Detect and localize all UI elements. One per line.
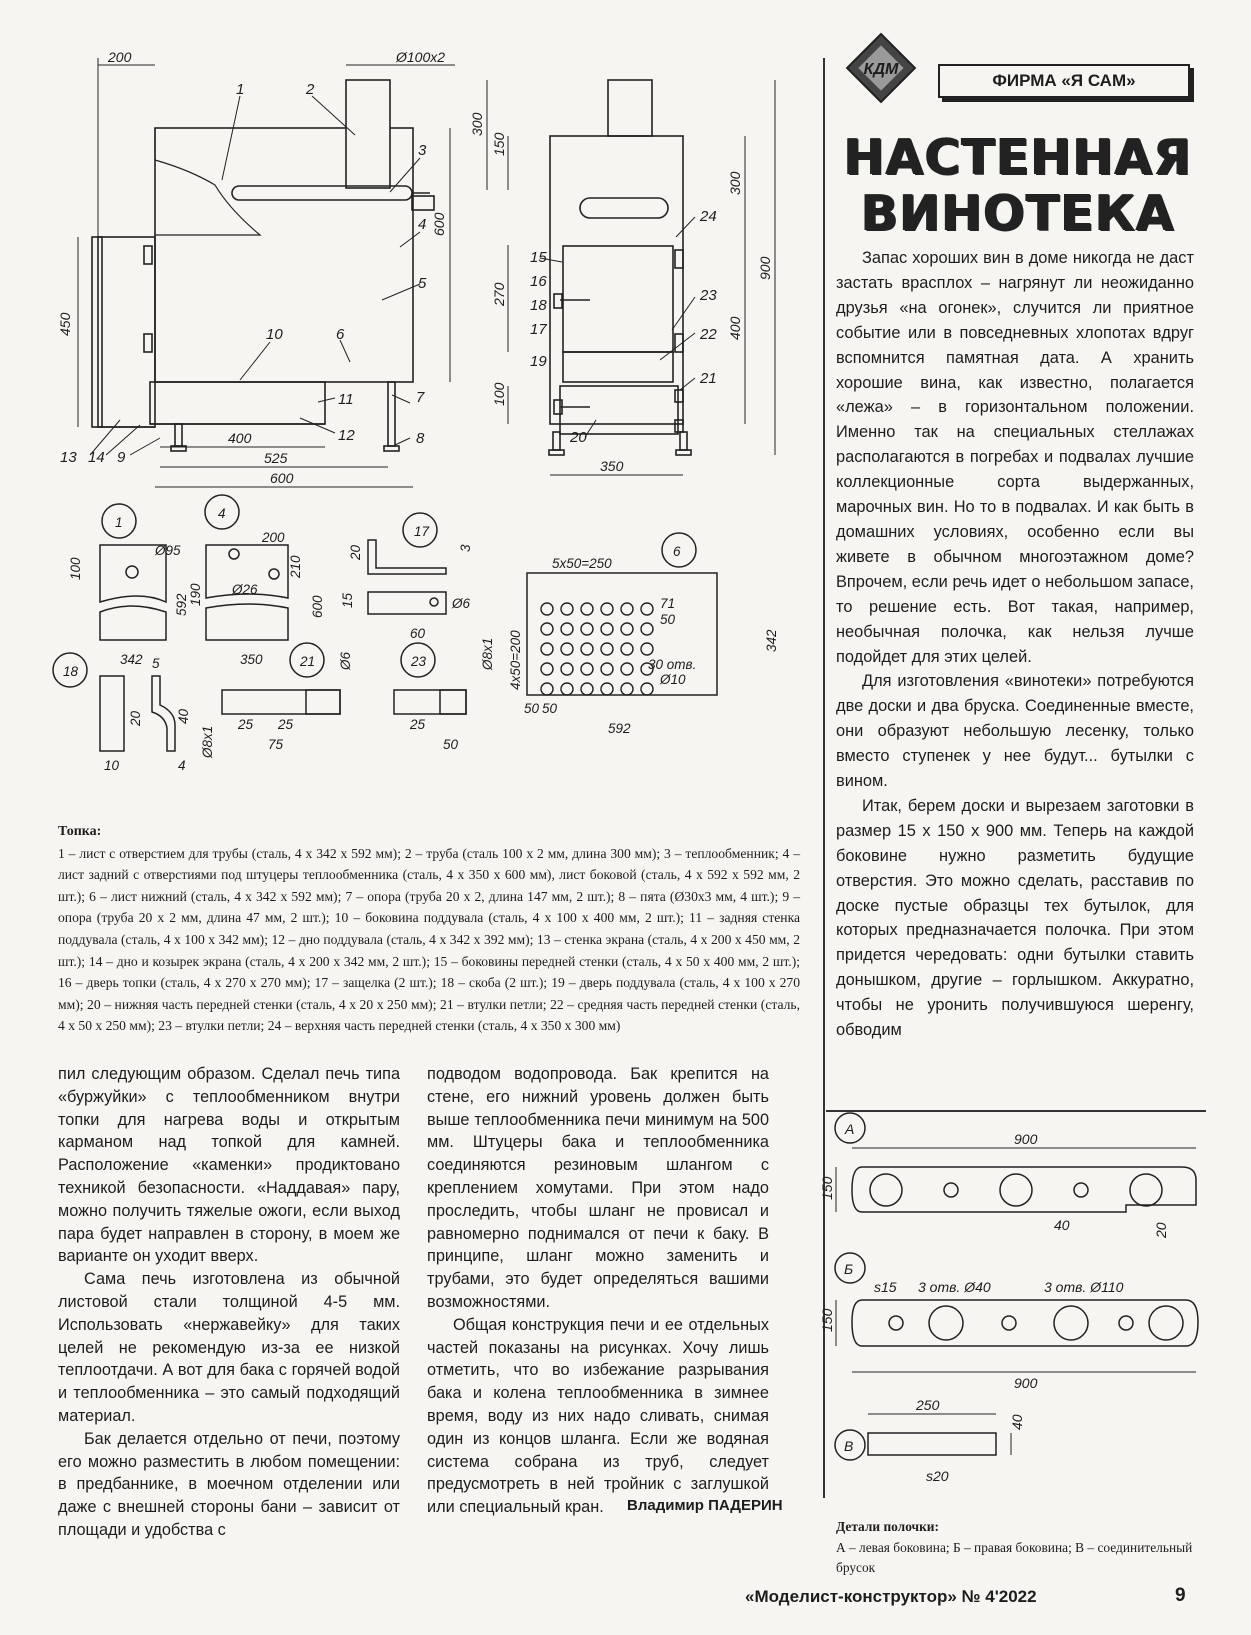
svg-text:40: 40 (1054, 1217, 1070, 1233)
svg-text:s20: s20 (926, 1468, 949, 1484)
svg-text:50: 50 (443, 737, 459, 752)
svg-text:400: 400 (727, 316, 743, 340)
magazine-footer: «Моделист-конструктор» № 4'2022 (745, 1587, 1037, 1606)
svg-text:23: 23 (700, 287, 717, 304)
svg-text:300: 300 (727, 171, 743, 195)
svg-text:14: 14 (88, 449, 105, 466)
svg-text:6: 6 (336, 326, 345, 343)
svg-text:5: 5 (152, 656, 160, 671)
hole-grid (541, 603, 653, 695)
svg-text:3: 3 (458, 544, 473, 552)
svg-text:Ø8x1: Ø8x1 (480, 637, 495, 670)
svg-text:12: 12 (338, 427, 355, 444)
svg-text:Ø100x2: Ø100x2 (396, 49, 446, 65)
svg-text:600: 600 (310, 595, 325, 618)
svg-text:30 отв.: 30 отв. (648, 657, 697, 672)
svg-text:40: 40 (1009, 1414, 1025, 1430)
svg-text:2: 2 (306, 81, 315, 98)
svg-text:600: 600 (431, 212, 447, 236)
svg-text:342: 342 (764, 629, 779, 652)
firm-rubric: ФИРМА «Я САМ» (938, 64, 1190, 98)
kdm-logo (843, 30, 919, 106)
svg-text:3 отв. Ø110: 3 отв. Ø110 (1044, 1279, 1124, 1295)
svg-text:210: 210 (288, 555, 303, 578)
svg-text:Б: Б (844, 1261, 854, 1277)
svg-text:600: 600 (270, 470, 294, 486)
svg-text:100: 100 (491, 382, 507, 406)
svg-text:525: 525 (264, 450, 288, 466)
svg-text:450: 450 (57, 312, 73, 336)
svg-text:Ø95: Ø95 (155, 543, 181, 558)
svg-text:13: 13 (60, 449, 77, 466)
author: Владимир ПАДЕРИН (627, 1497, 783, 1514)
svg-text:900: 900 (1014, 1131, 1038, 1147)
svg-text:5: 5 (418, 275, 427, 292)
svg-text:150: 150 (491, 132, 507, 156)
svg-text:16: 16 (530, 273, 547, 290)
svg-text:50: 50 (524, 701, 540, 716)
svg-text:592: 592 (608, 721, 631, 736)
svg-text:19: 19 (530, 353, 547, 370)
svg-text:50: 50 (542, 701, 558, 716)
stove-caption: Топка: 1 – лист с отверстием для трубы (сталь, 4 х 342 х 592 мм); 2 – труба (сталь 100 х 2 мм, длина 300 мм); 3 – теплообменник; 4 – лист задний с отверстиями под штуцеры теплообменника (сталь, 4 х 350 х 600 мм), лист боковой (сталь, 4 х 592 х 592 мм, 2 шт.); 6 – лист нижний (сталь, 4 х 342 х 592 мм); 7 – опора (труба 20 х 2, длина 147 мм, 2 шт.); 8 – пята (Ø30х3 мм, 4 шт.); 9 – опора (труба 20 х 2 мм, длина 47 мм, 2 шт.); 10 – боковина поддувала (сталь, 4 х 100 х 400 мм, 2 шт.); 11 – задняя стенка поддувала (сталь, 4 х 100 х 342 мм); 12 – дно поддувала (сталь, 4 х 342 х 392 мм); 13 – стенка экрана (сталь, 4 х 200 х 450 мм, 2 шт.); 14 – дно и козырек экрана (сталь, 4 х 200 х 342 мм, 2 шт.); 15 – боковины передней стенки (сталь, 4 х 50 х 400 мм, 2 шт.); 16 – дверь топки (сталь, 4 х 270 х 270 мм); 17 – защелка (2 шт.); 18 – скоба (2 шт.); 19 – дверь поддувала (сталь, 4 х 100 х 270 мм); 20 – нижняя часть передней стенки (сталь, 4 х 20 х 250 мм); 21 – втулки петли; 22 – средняя часть передней стенки (сталь, 4 х 50 х 250 мм); 23 – втулки петли; 24 – верхняя часть передней стенки (сталь, 4 х 350 х 300 мм) (58, 824, 800, 1034)
svg-text:1: 1 (115, 515, 123, 530)
svg-text:1: 1 (236, 81, 245, 98)
svg-text:100: 100 (68, 557, 83, 580)
stove-drawing (0, 0, 820, 820)
svg-text:21: 21 (300, 654, 316, 669)
svg-text:8: 8 (416, 430, 425, 447)
svg-text:350: 350 (600, 458, 624, 474)
svg-text:150: 150 (819, 1308, 835, 1332)
svg-text:17: 17 (414, 524, 430, 539)
svg-text:Ø26: Ø26 (232, 582, 258, 597)
svg-text:3 отв. Ø40: 3 отв. Ø40 (918, 1279, 991, 1295)
svg-text:В: В (844, 1438, 854, 1454)
svg-text:900: 900 (757, 256, 773, 280)
svg-text:71: 71 (660, 596, 676, 611)
svg-text:350: 350 (240, 652, 263, 667)
svg-text:5x50=250: 5x50=250 (552, 556, 612, 571)
page-number: 9 (1175, 1585, 1186, 1606)
svg-text:24: 24 (700, 208, 717, 225)
shelf-drawing (819, 1110, 1198, 1515)
svg-text:22: 22 (700, 326, 717, 343)
svg-text:300: 300 (469, 112, 485, 136)
svg-text:23: 23 (411, 654, 427, 669)
svg-text:400: 400 (228, 430, 252, 446)
svg-text:3: 3 (418, 142, 427, 159)
svg-text:25: 25 (238, 717, 254, 732)
svg-text:6: 6 (673, 544, 681, 559)
svg-text:20: 20 (348, 544, 363, 560)
svg-text:17: 17 (530, 321, 547, 338)
svg-text:270: 270 (491, 282, 507, 306)
svg-text:КДМ: КДМ (863, 61, 899, 78)
svg-text:75: 75 (268, 737, 284, 752)
svg-text:Ø6: Ø6 (338, 651, 353, 670)
text-column-middle: подводом водопровода. Бак крепится на стене, его нижний уровень должен быть выше теплообменника печи минимум на 500 мм. Штуцеры бака и теплообменника соединяются резиновым шлангом с креплением хомутами. При этом надо проследить, чтобы шланг не провисал и равномерно поднимался от печи к баку. В принципе, шланг можно заменить и трубами, это будет определяться вашими возможностями. Общая конструкция печи и ее отдельных частей показаны на рисунках. Хочу лишь отметить, что во избежание разрывания бака и колена теплообменника в зимнее время, воду из них надо сливать, снимая один из концов шланга. Если же водяная система собрана из труб, следует предусмотреть в ней тройник с заглушкой или специальный кран. (427, 1065, 769, 1517)
svg-text:7: 7 (416, 389, 425, 406)
svg-text:21: 21 (700, 370, 717, 387)
svg-text:9: 9 (117, 449, 126, 466)
svg-text:s15: s15 (874, 1279, 897, 1295)
svg-text:4: 4 (418, 216, 427, 233)
dim-label: 200 (108, 49, 132, 65)
svg-text:10: 10 (104, 758, 120, 773)
svg-text:25: 25 (278, 717, 294, 732)
text-column-right: Запас хороших вин в доме никогда не даст застать врасплох – нагрянут ли неожиданно друзья «на огонек», случится ли приятное событие или в повседневных хлопотах вдруг вспомнится памятная дата. А хранить хорошие вина, как известно, полагается «лежа» – в горизонтальном положении. Именно так на специальных стеллажах располагаются в погребах и подвалах лучшие коллекционные сорта выдержанных, марочных вин. Но то в подвалах. И как быть в домашних условиях, особенно если вы живете в обычном многоэтажном доме? Впрочем, если речь идет о небольшом запасе, то решение есть. Вот такая, например, необычная полочка, как нельзя лучше подойдет для этих целей. Для изготовления «винотеки» потребуются две доски и два бруска. Соединенные вместе, они образуют небольшую лесенку, только вместо ступенек у нее будут... бутылки с вином. Итак, берем доски и вырезаем заготовки в размер 15 х 150 х 900 мм. Теперь на каждой боковине нужно разметить будущие отверстия. Это можно сделать, расставив по доске пустые образцы тех бутылок, для которых предназначается полочка. При этом придется чередовать: одни бутылки ставить донышком, другие – горлышком. Аккуратно, чтобы не уронить получившуюся шеренгу, обводим (836, 249, 1194, 1040)
svg-text:20: 20 (128, 710, 143, 726)
svg-text:18: 18 (63, 664, 79, 679)
svg-text:20: 20 (1153, 1222, 1169, 1238)
article-title: НАСТЕННАЯ ВИНОТЕКА (843, 129, 1193, 242)
svg-text:50: 50 (660, 612, 676, 627)
svg-text:592: 592 (174, 593, 189, 616)
connecting-bar (868, 1433, 996, 1455)
svg-text:Ø10: Ø10 (660, 672, 686, 687)
svg-text:11: 11 (338, 391, 354, 408)
svg-text:4: 4 (218, 506, 226, 521)
svg-text:60: 60 (410, 626, 426, 641)
svg-text:4: 4 (178, 758, 186, 773)
svg-text:Ø6: Ø6 (452, 596, 471, 611)
svg-text:10: 10 (266, 326, 283, 343)
svg-text:4x50=200: 4x50=200 (508, 630, 523, 690)
column-divider (823, 58, 825, 1498)
right-side-board (852, 1300, 1198, 1346)
svg-text:190: 190 (188, 583, 203, 606)
svg-text:342: 342 (120, 652, 143, 667)
svg-text:А: А (845, 1121, 855, 1137)
text-column-left: пил следующим образом. Сделал печь типа «буржуйки» с теплообменником внутри топки для нагрева воды и открытым карманом над топкой для камней. Расположение «каменки» продиктовано техникой безопасности. «Наддавая» пару, можно получить тяжелые ожоги, если выход пара будет направлен в сторону, в моем же варианте он уходит вверх. Сама печь изготовлена из обычной листовой стали толщиной 4-5 мм. Использовать «нержавейку» для таких целей не рекомендую из-за ее низкой теплоотдачи. А вот для бака с горячей водой и теплообменника – это самый подходящий материал. Бак делается отдельно от печи, поэтому его можно разместить в любом помещении: в предбаннике, в моечном отделении или даже с внешней стороны бани – зависит от площади и удобства с (58, 1065, 400, 1539)
svg-text:150: 150 (819, 1176, 835, 1200)
svg-text:250: 250 (916, 1397, 940, 1413)
shelf-caption: Детали полочки: А – левая боковина; Б – правая боковина; В – соединительный брусок (836, 1519, 1193, 1576)
svg-text:20: 20 (570, 429, 587, 446)
svg-text:25: 25 (410, 717, 426, 732)
svg-text:18: 18 (530, 297, 547, 314)
svg-text:15: 15 (530, 249, 547, 266)
svg-text:900: 900 (1014, 1375, 1038, 1391)
svg-text:40: 40 (176, 708, 191, 724)
svg-text:200: 200 (262, 530, 285, 545)
svg-text:15: 15 (340, 592, 355, 608)
svg-text:Ø8x1: Ø8x1 (200, 725, 215, 758)
